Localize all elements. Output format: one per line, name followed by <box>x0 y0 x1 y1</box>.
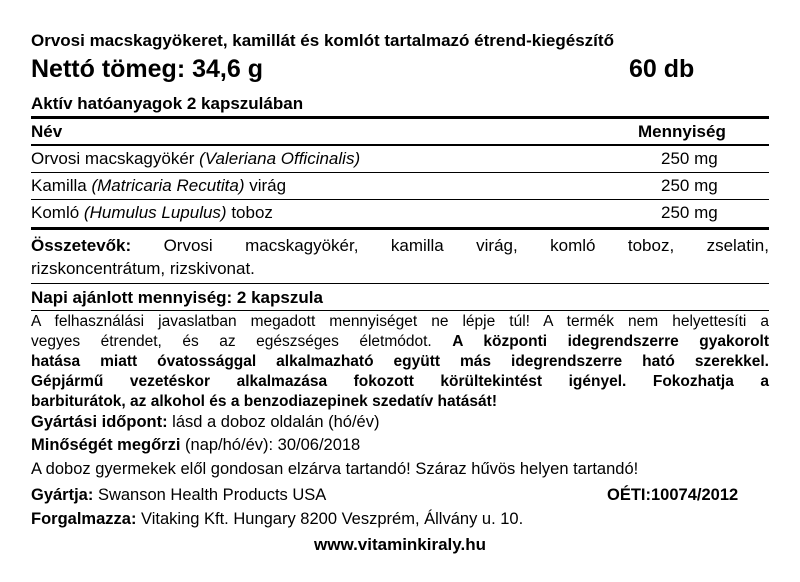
best-before-label: Minőségét megőrzi <box>31 436 181 454</box>
row-latin-name: (Valeriana Officinalis) <box>199 149 361 168</box>
production-date <box>31 413 379 432</box>
row-amount: 250 mg <box>661 149 718 168</box>
manufacturer-label: Gyártja: <box>31 486 94 504</box>
ingredients-rule <box>31 283 769 284</box>
best-before-value: (nap/hó/év): 30/06/2018 <box>180 436 361 454</box>
distributor <box>31 510 523 529</box>
warning-line-2 <box>31 333 769 351</box>
ingredient-word: komló <box>550 236 596 255</box>
ingredient-word: kamilla <box>390 236 444 255</box>
row-latin-name: (Humulus Lupulus) <box>83 203 227 222</box>
warning-plain-text: vegyes étrendet, és az egészséges életmódot. <box>31 333 453 350</box>
ingredient-word: macskagyökér, <box>245 236 359 255</box>
ingredient-word: virág, <box>476 236 518 255</box>
daily-dose-rule <box>31 310 769 311</box>
distributor-label: Forgalmazza: <box>31 510 137 528</box>
ingredient-word: Orvosi <box>163 236 213 255</box>
ingredient-word: toboz, <box>627 236 675 255</box>
table-row <box>31 203 273 223</box>
row-name: Kamilla <box>31 176 92 195</box>
oeti-number: OÉTI:10074/2012 <box>607 486 739 504</box>
ingredients-label: Összetevők: <box>31 236 132 255</box>
row-divider <box>31 172 769 173</box>
warning-bold-text: A központi idegrendszerre gyakorolt <box>452 333 769 350</box>
best-before <box>31 436 360 455</box>
warning-line-4: Gépjármű vezetéskor alkalmazása fokozott körültekintést igényel. Fokozhatja a <box>31 373 769 390</box>
unit-count: 60 db <box>629 55 695 83</box>
header-rule <box>31 144 769 146</box>
row-suffix: virág <box>244 176 287 195</box>
column-header-amount: Mennyiség <box>638 122 726 141</box>
table-top-rule <box>31 116 769 119</box>
table-bottom-rule <box>31 227 769 230</box>
production-date-label: Gyártási időpont: <box>31 413 168 431</box>
manufacturer <box>31 486 326 505</box>
ingredient-word: zselatin, <box>706 236 769 255</box>
table-row <box>31 176 286 196</box>
manufacturer-value: Swanson Health Products USA <box>93 486 327 504</box>
distributor-value: Vitaking Kft. Hungary 8200 Veszprém, Állvány u. 10. <box>136 510 524 528</box>
warning-line-5: barbiturátok, az alkohol és a benzodiazepinek szedatív hatását! <box>31 393 497 410</box>
row-divider <box>31 199 769 200</box>
net-weight: Nettó tömeg: 34,6 g <box>31 55 263 83</box>
product-name: Orvosi macskagyökeret, kamillát és komlót tartalmazó étrend-kiegészítő <box>31 31 614 50</box>
website-url: www.vitaminkiraly.hu <box>314 535 486 554</box>
daily-dose-heading: Napi ajánlott mennyiség: 2 kapszula <box>31 288 323 307</box>
production-date-value: lásd a doboz oldalán (hó/év) <box>167 413 380 431</box>
ingredients-line-2: rizskoncentrátum, rizskivonat. <box>31 259 255 278</box>
row-amount: 250 mg <box>661 203 718 222</box>
storage-instructions: A doboz gyermekek elől gondosan elzárva tartandó! Száraz hűvös helyen tartandó! <box>31 460 639 478</box>
warning-line-1: A felhasználási javaslatban megadott mennyiséget ne lépje túl! A termék nem helyettesíti a <box>31 313 769 330</box>
column-header-name: Név <box>31 122 63 141</box>
row-name: Komló <box>31 203 84 222</box>
table-row <box>31 149 360 169</box>
row-latin-name: (Matricaria Recutita) <box>91 176 245 195</box>
row-suffix: toboz <box>226 203 273 222</box>
ingredients-line-1 <box>31 236 769 256</box>
active-ingredients-heading: Aktív hatóanyagok 2 kapszulában <box>31 94 304 113</box>
row-name: Orvosi macskagyökér <box>31 149 200 168</box>
warning-line-3: hatása miatt óvatossággal alkalmazható együtt más idegrendszerre ható szerekkel. <box>31 353 769 370</box>
row-amount: 250 mg <box>661 176 718 195</box>
